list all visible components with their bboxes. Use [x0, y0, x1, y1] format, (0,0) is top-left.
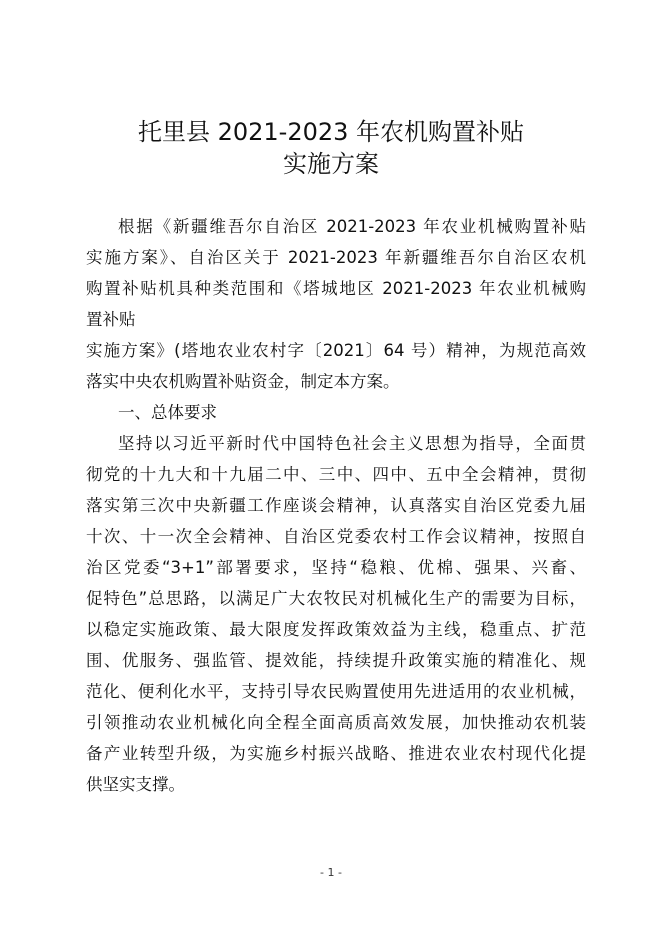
paragraph-line: 治区党委“3+1”部署要求，坚持“稳粮、优棉、强果、兴畜、 — [86, 558, 586, 577]
paragraph-line: 实施方案》(塔地农业农村字〔2021〕64 号）精神，为规范高效 — [86, 341, 586, 360]
paragraph-line: 十次、十一次全会精神、自治区党委农村工作会议精神，按照自 — [86, 527, 586, 546]
paragraph-line: 实施方案》、自治区关于 2021-2023 年新疆维吾尔自治区农机 — [86, 248, 586, 267]
paragraph-line: 促特色”总思路，以满足广大农牧民对机械化生产的需要为目标， — [86, 589, 586, 608]
page-number: - 1 - — [320, 866, 342, 879]
paragraph-line: 以稳定实施政策、最大限度发挥政策效益为主线，稳重点、扩范 — [86, 620, 586, 639]
paragraph-line: 范化、便利化水平，支持引导农民购置使用先进适用的农业机械， — [86, 682, 586, 701]
paragraph-line: 引领推动农业机械化向全程全面高质高效发展，加快推动农机装 — [86, 713, 586, 732]
paragraph-line: 供坚实支撑。 — [86, 775, 185, 794]
paragraph-line: 备产业转型升级，为实施乡村振兴战略、推进农业农村现代化提 — [86, 744, 586, 763]
section-heading: 一、总体要求 — [118, 403, 217, 422]
paragraph-line: 购置补贴机具种类范围和《塔城地区 2021-2023 年农业机械购 — [86, 279, 586, 298]
paragraph-line: 彻党的十九大和十九届二中、三中、四中、五中全会精神，贯彻 — [86, 465, 586, 484]
paragraph-line: 根据《新疆维吾尔自治区 2021-2023 年农业机械购置补贴 — [118, 217, 586, 236]
document-subtitle: 实施方案 — [283, 150, 379, 178]
paragraph-line: 坚持以习近平新时代中国特色社会主义思想为指导，全面贯 — [118, 434, 586, 453]
document-title: 托里县 2021-2023 年农机购置补贴 — [137, 118, 525, 146]
paragraph-line: 落实中央农机购置补贴资金，制定本方案。 — [86, 372, 400, 391]
paragraph-line: 围、优服务、强监管、提效能，持续提升政策实施的精准化、规 — [86, 651, 586, 670]
paragraph-line: 落实第三次中央新疆工作座谈会精神，认真落实自治区党委九届 — [86, 496, 586, 515]
paragraph-line: 置补贴 — [86, 310, 136, 329]
